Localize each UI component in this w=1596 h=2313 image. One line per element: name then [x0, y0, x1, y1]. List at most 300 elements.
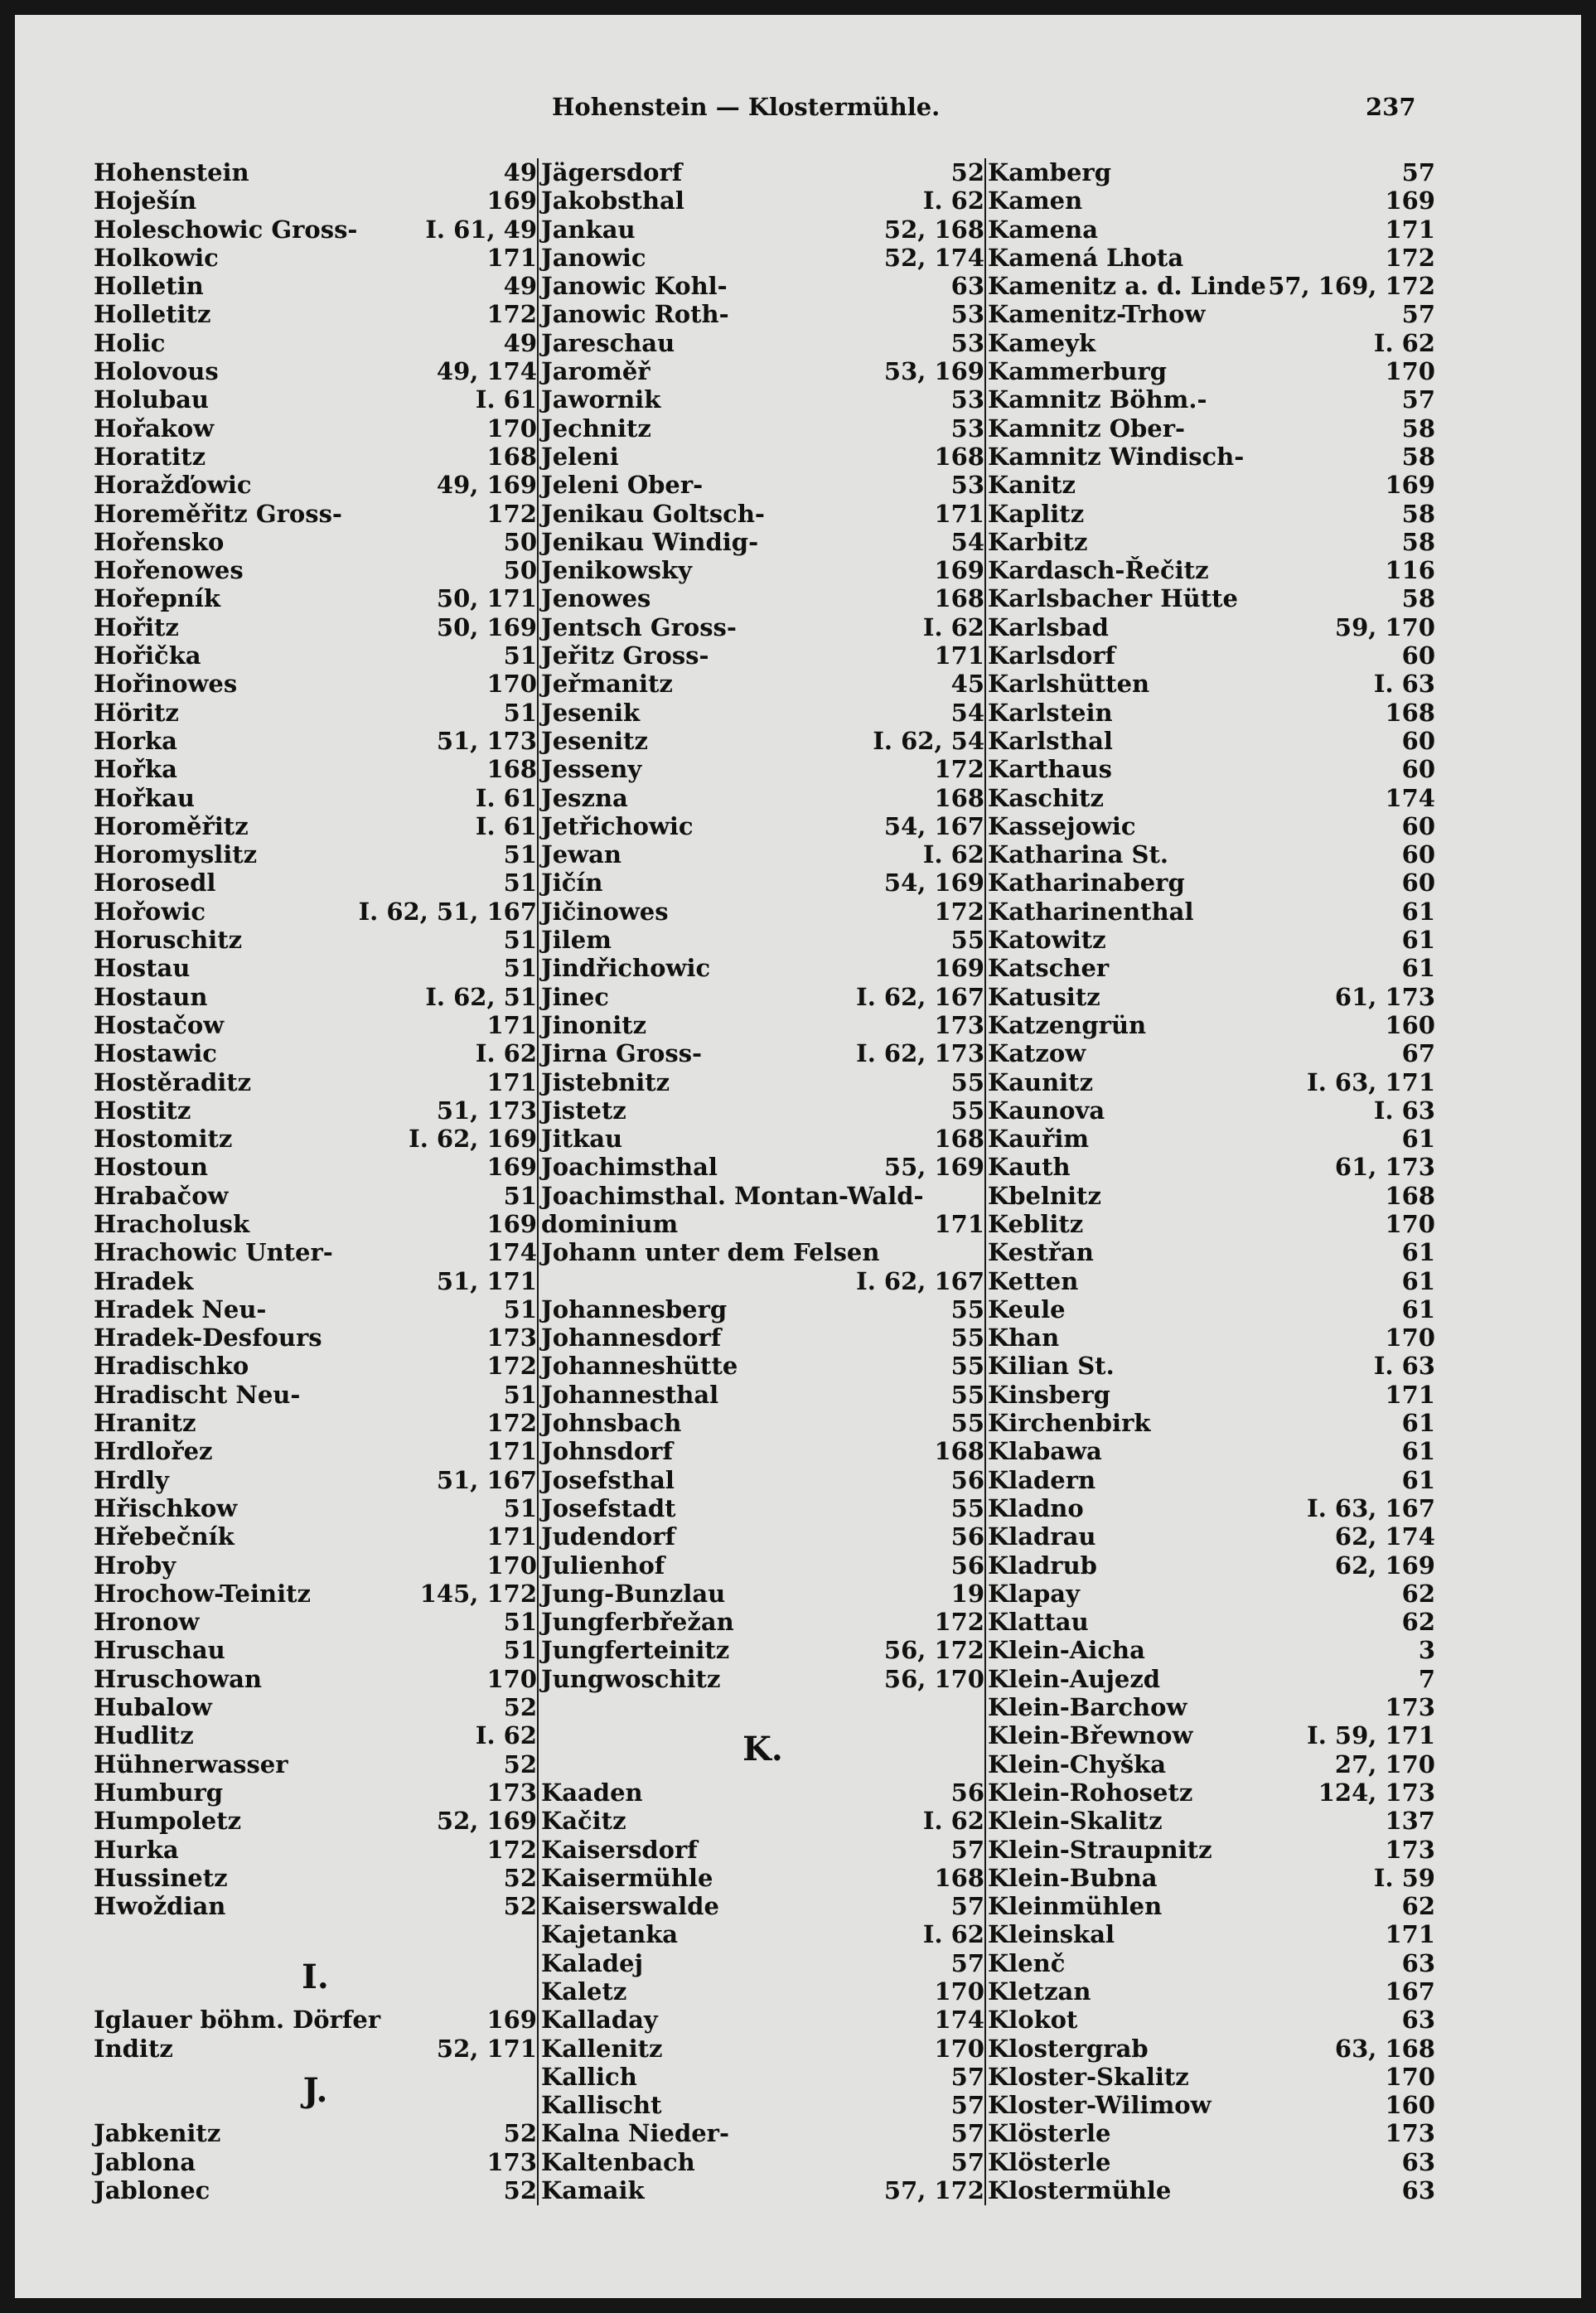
page-references: I. 61 [475, 783, 537, 812]
page-references: 171 [486, 243, 537, 272]
page-references: 67 [1401, 1039, 1435, 1068]
index-entry [541, 727, 984, 755]
page-references: 57 [950, 2091, 984, 2120]
index-column-2 [541, 158, 984, 2214]
place-name: Kallich [541, 2062, 637, 2091]
place-name: Karbitz [988, 527, 1088, 556]
page-references: 116 [1385, 556, 1435, 585]
index-entry [541, 556, 984, 584]
index-entry [988, 1522, 1435, 1551]
page-references: 55 [950, 1493, 984, 1522]
page-references: 52 [503, 1863, 537, 1892]
index-entry [988, 471, 1435, 499]
index-entry [94, 528, 537, 556]
place-name: Hřebečník [94, 1522, 235, 1551]
place-name: Kalladay [541, 2006, 658, 2035]
page-references: 49 [503, 158, 537, 186]
page-references: I. 62 [475, 1721, 537, 1750]
page-references: 170 [486, 414, 537, 443]
page-references: 61 [1401, 1294, 1435, 1323]
place-name: Kaisermühle [541, 1863, 713, 1892]
page-references: 53 [950, 471, 984, 500]
place-name: Jeleni [541, 442, 619, 471]
page-references: I. 63 [1373, 670, 1435, 699]
place-name: Hruschau [94, 1636, 225, 1665]
page-references: I. 63 [1373, 1096, 1435, 1125]
place-name: Jawornik [541, 385, 661, 414]
index-entry [541, 641, 984, 670]
page-references: 51 [503, 926, 537, 955]
index-entry [988, 2006, 1435, 2034]
place-name: Hostoun [94, 1153, 208, 1182]
page-references: 52, 174 [883, 243, 984, 272]
place-name: Kleinskal [988, 1920, 1115, 1949]
place-name: Holubau [94, 385, 209, 414]
place-name: Klein-Aicha [988, 1636, 1145, 1665]
page-references: 51 [503, 869, 537, 898]
place-name: Jindřichowic [541, 954, 711, 983]
index-entry [94, 556, 537, 584]
page-references: I. 62 [922, 1920, 984, 1949]
place-name: Klein-Aujezd [988, 1664, 1161, 1693]
index-entry [541, 1807, 984, 1835]
index-entry [988, 186, 1435, 215]
index-entry [988, 500, 1435, 528]
index-entry [94, 2035, 537, 2063]
page-references: I. 63, 167 [1307, 1493, 1435, 1522]
place-name: Johannesdorf [541, 1323, 722, 1352]
index-entry [988, 2091, 1435, 2119]
page-references: 58 [1401, 584, 1435, 613]
place-name: Kajetanka [541, 1920, 679, 1949]
page-references: I. 61 [475, 811, 537, 840]
index-entry [541, 869, 984, 897]
page-references: 61 [1401, 954, 1435, 983]
place-name: Horoměřitz [94, 811, 249, 840]
place-name: Klein-Bubna [988, 1863, 1158, 1892]
page-references: 173 [1385, 2119, 1435, 2148]
place-name: Johannesthal [541, 1380, 719, 1409]
place-name: Johnsbach [541, 1409, 682, 1438]
place-name: Kamnitz Böhm.- [988, 385, 1207, 414]
index-entry [541, 244, 984, 272]
page-references: 55 [950, 1323, 984, 1352]
index-entry [94, 1352, 537, 1380]
page-references: I. 62 [922, 1807, 984, 1836]
page-references: 170 [934, 2034, 984, 2063]
page-references: 168 [934, 442, 984, 471]
place-name: Kačitz [541, 1807, 626, 1836]
place-name: Kameyk [988, 328, 1096, 357]
index-entry [94, 1437, 537, 1465]
place-name: Katzengrün [988, 1010, 1147, 1039]
index-entry [94, 1323, 537, 1352]
spacer [94, 1920, 537, 1948]
page-references: I. 61 [475, 385, 537, 414]
index-entry [541, 1409, 984, 1437]
index-entry [94, 1636, 537, 1664]
page-references: I. 62, 167 [856, 1266, 984, 1295]
index-entry [541, 1210, 984, 1238]
place-name: Jetřichowic [541, 811, 694, 840]
place-name: Hřischkow [94, 1493, 238, 1522]
place-name: Hrachowic Unter- [94, 1238, 333, 1267]
page-references: 56 [950, 1551, 984, 1580]
index-entry [94, 215, 537, 244]
index-entry [541, 329, 984, 357]
index-entry [94, 385, 537, 414]
page-references: 169 [934, 954, 984, 983]
place-name: Kletzan [988, 1977, 1091, 2006]
index-entry [541, 2091, 984, 2119]
page-references: 169 [486, 1209, 537, 1238]
page-references: I. 62, 54 [873, 726, 984, 755]
page-references: 51 [503, 1380, 537, 1409]
place-name: Jenikowsky [541, 556, 692, 585]
place-name: Hořepník [94, 584, 220, 613]
page-references: 55, 169 [883, 1153, 984, 1182]
place-name: Hořitz [94, 612, 179, 641]
place-name: Jenikau Goltsch- [541, 499, 765, 528]
index-entry [541, 215, 984, 244]
page-references: 51, 173 [436, 726, 537, 755]
place-name: Kladno [988, 1493, 1084, 1522]
page-references: 61 [1401, 926, 1435, 955]
index-entry [541, 1580, 984, 1608]
place-name: Kladern [988, 1465, 1096, 1494]
page-references: 171 [1385, 215, 1435, 244]
index-entry [988, 1068, 1435, 1096]
index-entry [94, 300, 537, 328]
page-references: 63 [1401, 1948, 1435, 1977]
place-name: Klokot [988, 2006, 1078, 2035]
index-entry [541, 1778, 984, 1807]
page-references: 172 [486, 1409, 537, 1438]
index-entry [988, 1721, 1435, 1749]
page-references: I. 59 [1373, 1863, 1435, 1892]
index-entry [94, 1750, 537, 1778]
page-references: 63, 168 [1334, 2034, 1435, 2063]
place-name: Klösterle [988, 2147, 1111, 2176]
place-name: Jitkau [541, 1125, 623, 1154]
page-references: I. 63 [1373, 1352, 1435, 1381]
place-name: Katusitz [988, 982, 1100, 1011]
place-name: Holic [94, 328, 166, 357]
index-entry [541, 1182, 984, 1210]
place-name: Kladrub [988, 1551, 1097, 1580]
index-entry [988, 1039, 1435, 1067]
index-entry [988, 812, 1435, 840]
place-name: Klein-Chyška [988, 1749, 1167, 1778]
index-entry [94, 1608, 537, 1636]
page-references: 55 [950, 1096, 984, 1125]
place-name: Jaroměř [541, 357, 650, 386]
place-name: Hruschowan [94, 1664, 263, 1693]
page-references: 27, 170 [1334, 1749, 1435, 1778]
index-entry [541, 1977, 984, 2006]
index-entry [988, 1011, 1435, 1039]
place-name: Klein-Břewnow [988, 1721, 1193, 1750]
index-entry [94, 1892, 537, 1920]
page-references: 57 [950, 1892, 984, 1921]
page-references: 170 [1385, 2062, 1435, 2091]
page-references: 171 [486, 1067, 537, 1096]
page-references: 57 [1401, 300, 1435, 329]
index-entry [988, 1750, 1435, 1778]
place-name: Jesenik [541, 698, 641, 727]
index-entry [94, 1068, 537, 1096]
index-entry [94, 1665, 537, 1693]
place-name: Hostomitz [94, 1125, 233, 1154]
place-name: Holovous [94, 357, 219, 386]
place-name: Jičín [541, 869, 603, 898]
page-references: I. 62 [922, 840, 984, 869]
index-entry [988, 244, 1435, 272]
index-entry [94, 1466, 537, 1494]
place-name: Hranitz [94, 1409, 196, 1438]
page-references: 57 [950, 2062, 984, 2091]
index-entry [94, 1864, 537, 1892]
page-references: 51, 167 [436, 1465, 537, 1494]
page-references: 51 [503, 840, 537, 869]
index-entry [541, 954, 984, 982]
index-column-1 [94, 158, 537, 2214]
place-name: Katowitz [988, 926, 1106, 955]
page-references: 54 [950, 527, 984, 556]
place-name: Jirna Gross- [541, 1039, 703, 1068]
page-references: 124, 173 [1318, 1778, 1435, 1807]
page-references: 52, 171 [436, 2034, 537, 2063]
place-name: Kalna Nieder- [541, 2119, 730, 2148]
place-name: Janowic Roth- [541, 300, 729, 329]
place-name: Hudlitz [94, 1721, 194, 1750]
place-name: Hradischt Neu- [94, 1380, 301, 1409]
section-letter: I. [302, 1957, 329, 1996]
index-entry [541, 471, 984, 499]
index-entry [988, 1836, 1435, 1864]
page-references: 53 [950, 300, 984, 329]
place-name: Hostěraditz [94, 1067, 252, 1096]
index-entry [988, 1665, 1435, 1693]
page-references: 52 [503, 1892, 537, 1921]
index-entry [541, 2035, 984, 2063]
place-name: Kamaik [541, 2176, 645, 2205]
place-name: Kauth [988, 1153, 1071, 1182]
index-entry [94, 699, 537, 727]
index-entry [988, 613, 1435, 641]
index-entry [988, 1409, 1435, 1437]
page-references: 53 [950, 414, 984, 443]
place-name: Hořkau [94, 783, 195, 812]
page-references: I. 62, 173 [856, 1039, 984, 1068]
place-name: Katharinaberg [988, 869, 1185, 898]
page-references: 168 [934, 584, 984, 613]
place-name: Johnsdorf [541, 1437, 673, 1466]
index-entry [94, 1693, 537, 1721]
index-entry [988, 357, 1435, 385]
page-references: 53 [950, 328, 984, 357]
place-name: dominium [541, 1209, 679, 1238]
place-name: Hostaun [94, 982, 208, 1011]
index-entry [541, 414, 984, 443]
index-entry [94, 1494, 537, 1522]
page-references: 52 [503, 1749, 537, 1778]
index-entry [541, 500, 984, 528]
place-name: Kaltenbach [541, 2147, 695, 2176]
place-name: Hubalow [94, 1693, 212, 1722]
page-references: 173 [934, 1010, 984, 1039]
index-entry [988, 1864, 1435, 1892]
page-references: 170 [1385, 1323, 1435, 1352]
index-entry [541, 755, 984, 783]
page-references: 61 [1401, 1125, 1435, 1154]
page-references: 172 [934, 755, 984, 784]
place-name: Hostau [94, 954, 191, 983]
place-name: Janowic Kohl- [541, 272, 728, 301]
place-name: Jung-Bunzlau [541, 1579, 726, 1608]
page-references: 57 [950, 1835, 984, 1864]
place-name: Karthaus [988, 755, 1112, 784]
index-entry [541, 1295, 984, 1323]
index-entry [94, 727, 537, 755]
page-references: I. 62 [922, 186, 984, 215]
index-entry [988, 1295, 1435, 1323]
page-references: 171 [486, 1437, 537, 1466]
place-name: Hracholusk [94, 1209, 250, 1238]
page-references: 51 [503, 641, 537, 670]
page-references: 51 [503, 1636, 537, 1665]
place-name: Katharinenthal [988, 897, 1194, 926]
index-entry [541, 1323, 984, 1352]
page-references: I. 61, 49 [425, 215, 537, 244]
index-entry [541, 1039, 984, 1067]
page-references: 172 [1385, 243, 1435, 272]
page-references: 174 [934, 2006, 984, 2035]
index-entry [94, 755, 537, 783]
place-name: Hradek Neu- [94, 1294, 267, 1323]
index-entry [988, 1381, 1435, 1409]
place-name: Hořička [94, 641, 201, 670]
page-references: I. 62, 169 [409, 1125, 537, 1154]
running-header [15, 86, 1581, 128]
place-name: Hühnerwasser [94, 1749, 288, 1778]
page-references: 51 [503, 954, 537, 983]
index-entry [94, 186, 537, 215]
page-references: 56, 170 [883, 1664, 984, 1693]
index-entry [988, 1210, 1435, 1238]
place-name: Hroby [94, 1551, 177, 1580]
index-entry [988, 158, 1435, 186]
index-entry [988, 926, 1435, 954]
page-references: 170 [486, 670, 537, 699]
page-references: 168 [1385, 698, 1435, 727]
index-entry [988, 1182, 1435, 1210]
index-entry [988, 840, 1435, 869]
page-references: 62 [1401, 1579, 1435, 1608]
place-name: Hradek [94, 1266, 194, 1295]
place-name: Judendorf [541, 1522, 675, 1551]
page-references: 160 [1385, 1010, 1435, 1039]
index-entry [988, 2119, 1435, 2147]
place-name: Kaschitz [988, 783, 1104, 812]
index-entry [94, 1295, 537, 1323]
index-entry [94, 1778, 537, 1807]
page-references: 50 [503, 527, 537, 556]
place-name: Katharina St. [988, 840, 1168, 869]
index-entry [94, 1125, 537, 1153]
page-references: 169 [934, 556, 984, 585]
place-name: Hořowic [94, 897, 206, 926]
page-references: 58 [1401, 442, 1435, 471]
index-entry [94, 1096, 537, 1125]
place-name: Kaaden [541, 1778, 643, 1807]
place-name: Holletin [94, 272, 204, 301]
page-references: 50, 169 [436, 612, 537, 641]
page-references: 51, 171 [436, 1266, 537, 1295]
page-references: 56 [950, 1465, 984, 1494]
place-name: Johann unter dem Felsen [541, 1238, 880, 1267]
page-references: 61 [1401, 1437, 1435, 1466]
place-name: Jentsch Gross- [541, 612, 737, 641]
page-references: 55 [950, 926, 984, 955]
letter-heading [541, 1721, 984, 1778]
place-name: Karlsbad [988, 612, 1109, 641]
place-name: Klein-Skalitz [988, 1807, 1163, 1836]
place-name: Johannesberg [541, 1294, 728, 1323]
page-references: 58 [1401, 527, 1435, 556]
page-references: 55 [950, 1067, 984, 1096]
index-entry [541, 670, 984, 698]
place-name: Jeleni Ober- [541, 471, 704, 500]
place-name: Kamenitz a. d. Linde [988, 272, 1266, 301]
index-entry [988, 1125, 1435, 1153]
page-references: 61, 173 [1334, 1153, 1435, 1182]
page-references: 61 [1401, 1409, 1435, 1438]
index-entry [94, 2148, 537, 2176]
index-entry [94, 500, 537, 528]
page-references: 58 [1401, 499, 1435, 528]
page-references: 53 [950, 385, 984, 414]
index-entry [988, 641, 1435, 670]
index-entry [988, 2176, 1435, 2204]
place-name: Khan [988, 1323, 1060, 1352]
page-references: 56 [950, 1522, 984, 1551]
place-name: Katzow [988, 1039, 1086, 1068]
place-name: Horažďowic [94, 471, 252, 500]
index-entry [988, 584, 1435, 612]
index-entry [94, 357, 537, 385]
page-references: 168 [486, 442, 537, 471]
place-name: Jinec [541, 982, 609, 1011]
place-name: Hořakow [94, 414, 215, 443]
page-references: 171 [934, 641, 984, 670]
page-references: 52 [503, 2119, 537, 2148]
place-name: Kamnitz Ober- [988, 414, 1186, 443]
page-references: 63 [1401, 2176, 1435, 2205]
page-references: 50, 171 [436, 584, 537, 613]
index-entry [988, 215, 1435, 244]
page-references: 172 [934, 1608, 984, 1637]
page-references: 171 [1385, 1380, 1435, 1409]
index-entry [541, 1665, 984, 1693]
place-name: Hronow [94, 1608, 200, 1637]
place-name: Jesseny [541, 755, 642, 784]
index-entry [541, 1920, 984, 1948]
index-entry [988, 1096, 1435, 1125]
page-references: 169 [1385, 186, 1435, 215]
index-entry [988, 1977, 1435, 2006]
index-entry [541, 2119, 984, 2147]
